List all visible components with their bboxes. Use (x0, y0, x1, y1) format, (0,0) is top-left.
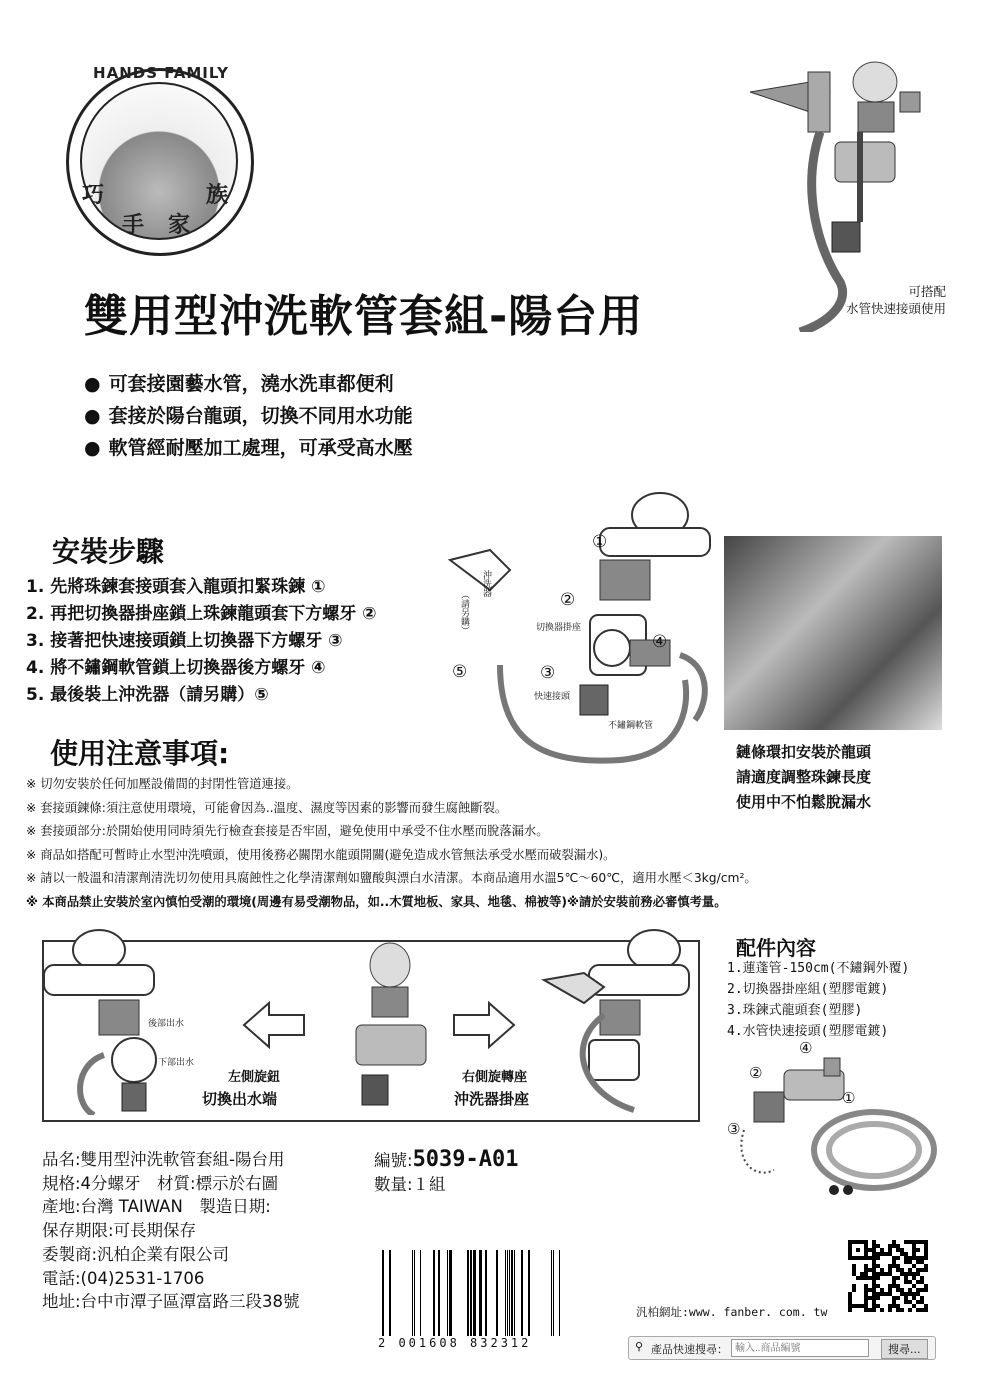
feature-item: ● 軟管經耐壓加工處理，可承受高水壓 (84, 432, 413, 464)
logo-char-1: 巧 (82, 183, 105, 208)
product-qty: 數量:１組 (374, 1174, 446, 1194)
parts-marker-2: ② (749, 1064, 763, 1082)
panel-left-caption: 切換出水端 (202, 1090, 278, 1108)
diagram-marker-4: ④ (652, 632, 668, 652)
diagram-washer-label: 沖洗器 (481, 570, 491, 597)
page-title: 雙用型沖洗軟管套組-陽台用 (84, 291, 644, 342)
code-label: 編號: (374, 1151, 413, 1170)
search-label: 產品快速搜尋： (651, 1343, 728, 1356)
search-input[interactable] (731, 1339, 869, 1357)
feature-item: ● 可套接園藝水管，澆水洗車都便利 (84, 368, 413, 400)
product-address: 地址:台中市潭子區潭富路三段38號 (42, 1292, 300, 1312)
install-step: 4. 將不鏽鋼軟管鎖上切換器後方螺牙 ④ (26, 658, 326, 678)
product-info (42, 1148, 300, 1314)
parts-item: 3.珠鍊式龍頭套(塑膠) (727, 1003, 863, 1018)
chain-caption-line: 使用中不怕鬆脫漏水 (736, 793, 872, 811)
search-bar (628, 1336, 936, 1360)
notes-list (26, 773, 757, 915)
panel-right-seat-label: 右側旋轉座 (462, 1070, 528, 1085)
install-step: 3. 接著把快速接頭鎖上切換器下方螺牙 ③ (26, 631, 343, 651)
product-shelf: 保存期限:可長期保存 (42, 1221, 197, 1241)
parts-item: 1.蓮蓬管-150cm(不鏽鋼外覆) (727, 961, 910, 976)
product-spec: 規格:4分螺牙 材質:標示於右圖 (42, 1173, 279, 1193)
product-origin: 產地:台灣 TAIWAN 製造日期: (42, 1197, 271, 1217)
install-step: 1. 先將珠鍊套接頭套入龍頭扣緊珠鍊 ① (26, 577, 326, 597)
search-button[interactable]: 搜尋... (881, 1339, 928, 1359)
product-maker: 委製商:汎柏企業有限公司 (42, 1244, 230, 1264)
install-steps (26, 574, 377, 709)
diagram-switch-seat-label: 切換器掛座 (536, 623, 582, 633)
barcode (378, 1250, 576, 1336)
barcode-number: 2 001608 832312 (378, 1336, 532, 1350)
product-code-box (374, 1148, 519, 1196)
product-name: 品名:雙用型沖洗軟管套組-陽台用 (42, 1150, 285, 1169)
note-item: ※ 套接頭鍊條:須注意使用環境，可能會因為..溫度、濕度等因素的影響而發生腐蝕斷裂。 (26, 800, 508, 815)
notes-heading: 使用注意事項: (50, 737, 230, 770)
parts-heading: 配件內容 (736, 936, 816, 960)
website-url[interactable]: 汎柏網址:www. fanber. com. tw (636, 1305, 828, 1319)
parts-marker-1: ① (842, 1089, 856, 1107)
logo-family-illustration (80, 82, 238, 240)
note-item: ※ 切勿安裝於任何加壓設備間的封閉性管道連接。 (26, 777, 299, 791)
diagram-marker-1: ① (592, 532, 608, 552)
logo-char-3: 家 (168, 213, 191, 238)
parts-item: 2.切換器掛座組(塑膠電鍍) (727, 982, 889, 997)
function-panel-illustrations (44, 925, 694, 1115)
panel-left-knob-label: 左側旋鈕 (228, 1070, 281, 1085)
chain-caption-line: 請適度調整珠鍊長度 (736, 768, 872, 786)
logo-char-2: 手 (122, 213, 145, 238)
diagram-steel-hose-label: 不鏽鋼軟管 (608, 721, 654, 731)
panel-right-caption: 沖洗器掛座 (454, 1090, 530, 1108)
note-warning: ※ 本商品禁止安裝於室內慎怕受潮的環境(周邊有易受潮物品，如..木質地板、家具、地毯、棉被等)※請於安裝前務必審慎考量。 (26, 894, 727, 909)
product-code: 5039-A01 (412, 1147, 519, 1172)
logo-brand-en: HANDS FAMILY (93, 64, 229, 82)
diagram-marker-5: ⑤ (452, 662, 468, 682)
search-icon: ⚲ (635, 1340, 644, 1353)
install-step: 2. 再把切換器掛座鎖上珠鍊龍頭套下方螺牙 ② (26, 604, 377, 624)
parts-list (727, 958, 909, 1042)
install-diagram (440, 490, 730, 780)
diagram-marker-3: ③ (540, 663, 556, 683)
parts-marker-4: ④ (799, 1039, 813, 1057)
diagram-marker-2: ② (560, 590, 576, 610)
top-photo-caption (836, 283, 946, 317)
note-item: ※ 套接頭部分:於開始使用同時須先行檢查套接是否牢固，避免使用中承受不住水壓而脫落漏水。 (26, 824, 549, 839)
caption-line-2: 水管快速接頭使用 (845, 301, 946, 316)
qr-code (848, 1240, 928, 1312)
logo-char-4: 族 (206, 183, 229, 208)
parts-item: 4.水管快速接頭(塑膠電鍍) (727, 1024, 889, 1039)
chain-caption-line: 鏈條環扣安裝於龍頭 (736, 743, 872, 761)
feature-list (84, 368, 413, 464)
note-item: ※ 請以一般溫和清潔劑清洗切勿使用具腐蝕性之化學清潔劑如鹽酸與漂白水清潔。本商品適用水溫5℃～60℃，適用水壓＜3kg/cm²。 (26, 871, 757, 886)
product-phone: 電話:(04)2531-1706 (42, 1268, 205, 1288)
chain-install-photo (724, 536, 942, 730)
parts-marker-3: ③ (727, 1120, 741, 1138)
install-heading: 安裝步驟 (52, 535, 165, 568)
panel-rear-out-label: 後部出水 (148, 1019, 185, 1029)
feature-item: ● 套接於陽台龍頭，切換不同用水功能 (84, 400, 413, 432)
install-step: 5. 最後裝上沖洗器（請另購）⑤ (26, 685, 269, 705)
panel-bottom-out-label: 下部出水 (158, 1058, 195, 1068)
diagram-quick-joint-label: 快速接頭 (534, 692, 571, 702)
diagram-buy-separately-label: （請另購） (459, 590, 469, 635)
note-item: ※ 商品如搭配可暫時止水型沖洗噴頭，使用後務必關閉水龍頭開關(避免造成水管無法承受水壓而破裂漏水)。 (26, 847, 616, 862)
caption-line-1: 可搭配 (908, 284, 946, 299)
